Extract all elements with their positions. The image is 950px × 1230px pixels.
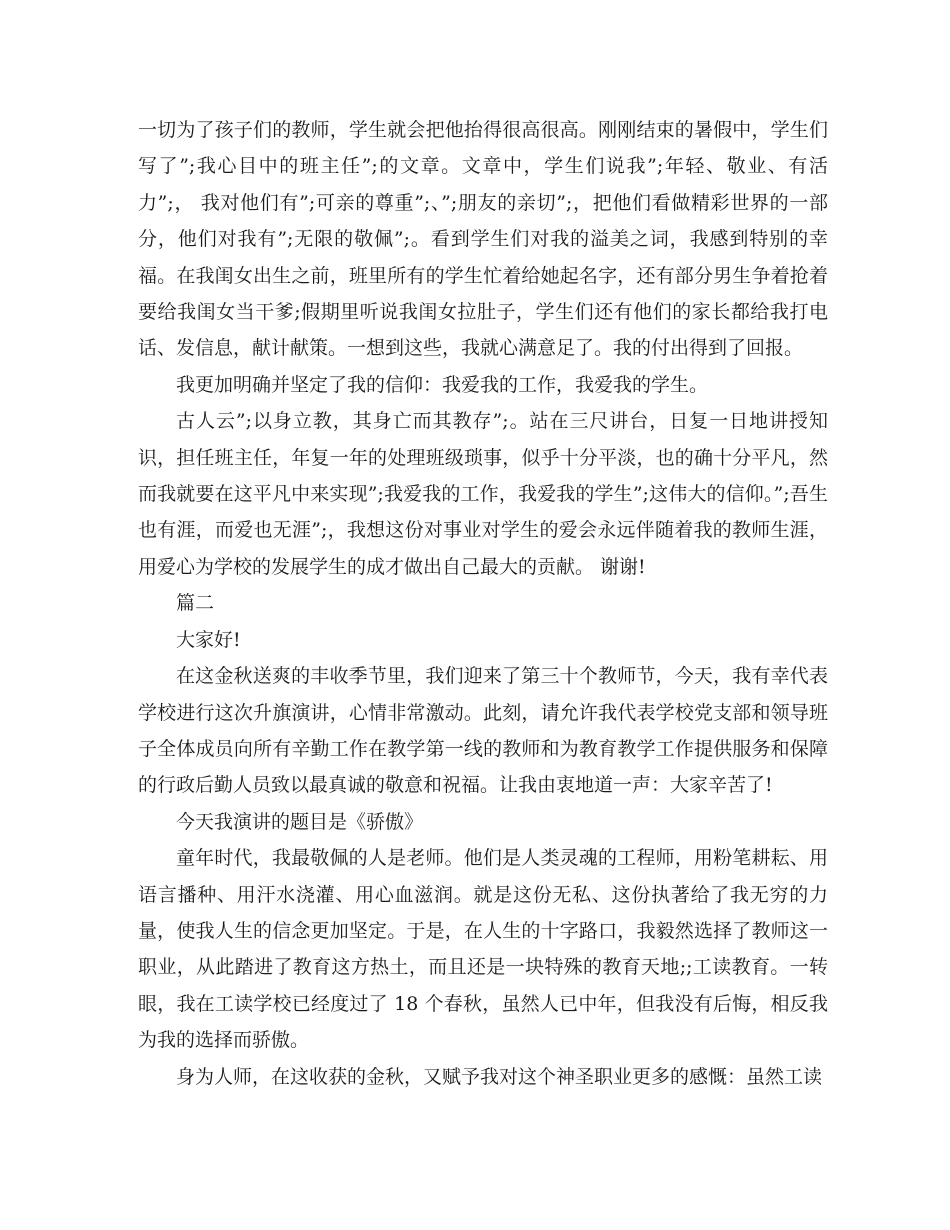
speech-title-line: 今天我演讲的题目是《骄傲》	[176, 810, 424, 833]
paragraph-1: 一切为了孩子们的教师，学生就会把他抬得很高很高。刚刚结束的暑假中，学生们写了”;我心目中的班主任”;的文章。文章中，学生们说我”;年轻、敬业、有活力”;， 我对他们有”;可亲的尊重”;、”;朋友的亲切”;，把他们看做精彩世界的一部分，他们对我有”;无限的敬佩”;。看到学生们对我的溢美之词，我感到特别的幸福。在我闺女出生之前，班里所有的学生忙着给她起名字，还有部分男生争着抢着要给我闺女当干爹;假期里听说我闺女拉肚子，学生们还有他们的家长都给我打电话、发信息，献计献策。一想到这些，我就心满意足了。我的付出得到了回报。	[138, 119, 828, 360]
paragraph-3: 古人云”;以身立教，其身亡而其教存”;。站在三尺讲台，日复一日地讲授知识，担任班主任，年复一年的处理班级琐事，似乎十分平淡，也的确十分平凡，然而我就要在这平凡中来实现”;我爱我的工作，我爱我的学生”;这伟大的信仰。”;吾生也有涯，而爱也无涯”;，我想这份对事业对学生的爱会永远伴随着我的教师生涯，用爱心为学校的发展学生的成才做出自己最大的贡献。 谢谢!	[138, 410, 828, 578]
paragraph-6: 在这金秋送爽的丰收季节里，我们迎来了第三十个教师节，今天，我有幸代表学校进行这次升旗演讲，心情非常激动。此刻，请允许我代表学校党支部和领导班子全体成员向所有辛勤工作在教学第一线的教师和为教育教学工作提供服务和保障的行政后勤人员致以最真诚的敬意和祝福。让我由衷地道一声：大家辛苦了!	[138, 665, 828, 797]
paragraph-2: 我更加明确并坚定了我的信仰：我爱我的工作，我爱我的学生。	[176, 373, 709, 396]
paragraph-8: 童年时代，我最敬佩的人是老师。他们是人类灵魂的工程师，用粉笔耕耘、用语言播种、用汗水浇灌、用心血滋润。就是这份无私、这份执著给了我无穷的力量，使我人生的信念更加坚定。于是，在人生的十字路口，我毅然选择了教师这一职业，从此踏进了教育这方热土，而且还是一块特殊的教育天地;;工读教育。一转眼，我在工读学校已经度过了 18 个春秋，虽然人已中年，但我没有后悔，相反我为我的选择而骄傲。	[138, 847, 828, 1052]
paragraph-9: 身为人师，在这收获的金秋，又赋予我对这个神圣职业更多的感慨：虽然工读	[176, 1065, 823, 1088]
greeting: 大家好!	[176, 628, 241, 651]
document-body	[138, 112, 828, 1095]
section-heading-part-two: 篇二	[176, 592, 215, 615]
